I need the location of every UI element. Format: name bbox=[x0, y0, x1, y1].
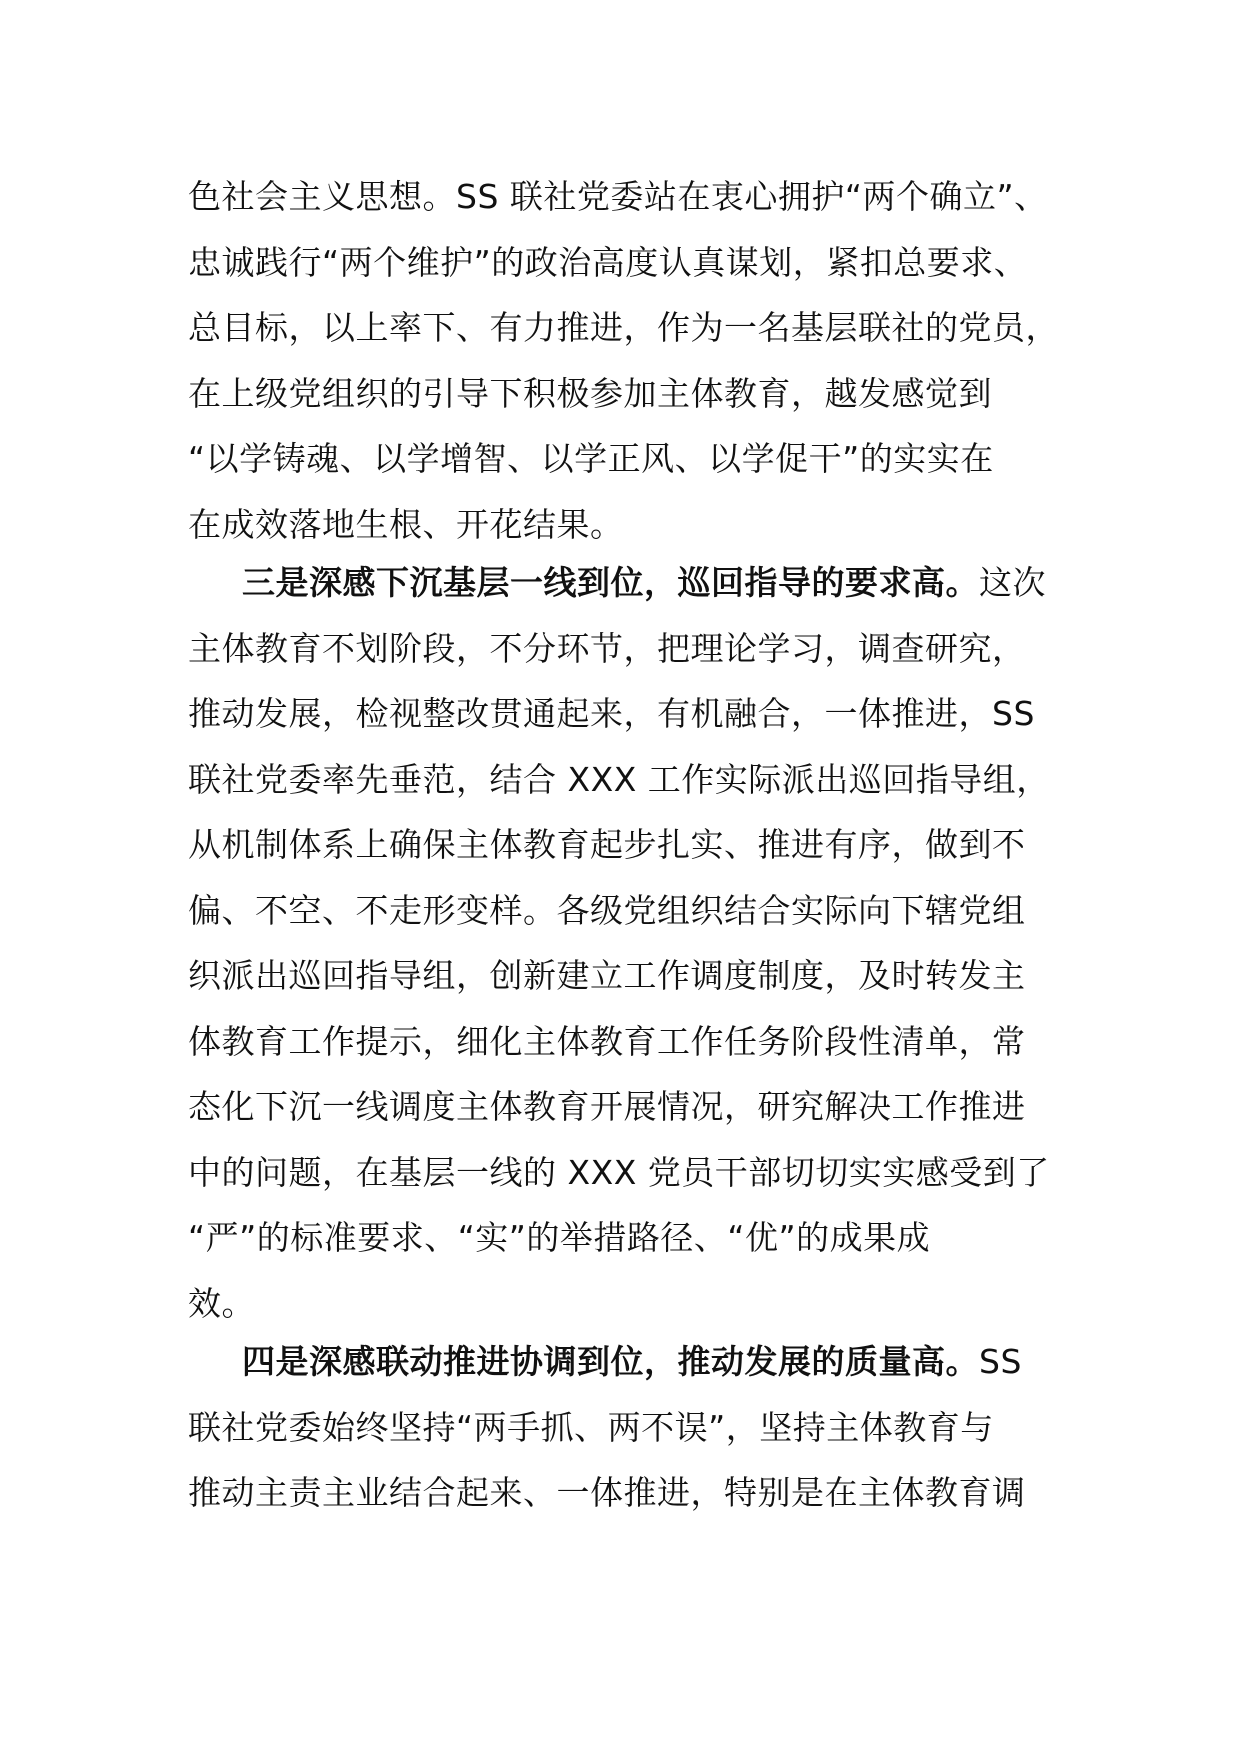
text-line: 主体教育不划阶段，不分环节，把理论学习，调查研究， bbox=[188, 628, 1026, 668]
paragraph-2-first-line bbox=[188, 550, 1056, 616]
paragraph-3-first-line-rest: SS bbox=[979, 1342, 1022, 1381]
text-line: 推动发展，检视整改贯通起来，有机融合，一体推进，SS bbox=[188, 694, 1035, 733]
text-line: 推动主责主业结合起来、一体推进，特别是在主体教育调 bbox=[188, 1473, 1026, 1512]
paragraph-3-first-line bbox=[188, 1329, 1056, 1395]
text-line: 联社党委率先垂范，结合 XXX 工作实际派出巡回指导组， bbox=[188, 759, 1050, 799]
text-line: “以学铸魂、以学增智、以学正风、以学促干”的实实在 bbox=[188, 439, 994, 478]
text-line: 联社党委始终坚持“两手抓、两不误”，坚持主体教育与 bbox=[188, 1407, 994, 1447]
text-line: “严”的标准要求、“实”的举措路径、“优”的成果成 bbox=[188, 1218, 931, 1257]
text-line: 从机制体系上确保主体教育起步扎实、推进有序，做到不 bbox=[188, 825, 1026, 864]
paragraph-1 bbox=[188, 164, 1059, 557]
text-line: 态化下沉一线调度主体教育开展情况，研究解决工作推进 bbox=[188, 1087, 1026, 1126]
text-line: 忠诚践行“两个维护”的政治高度认真谋划，紧扣总要求、 bbox=[188, 242, 1028, 282]
paragraph-2-first-line-rest: 这次 bbox=[979, 563, 1046, 602]
document-body bbox=[188, 164, 1059, 1526]
paragraph-2 bbox=[188, 550, 1056, 1336]
text-line: 在上级党组织的引导下积极参加主体教育，越发感觉到 bbox=[188, 373, 992, 413]
paragraph-2-heading: 三是深感下沉基层一线到位，巡回指导的要求高。 bbox=[242, 563, 979, 602]
text-line: 效。 bbox=[188, 1283, 255, 1323]
text-line: 色社会主义思想。SS 联社党委站在衷心拥护“两个确立”、 bbox=[188, 177, 1048, 216]
text-line: 中的问题，在基层一线的 XXX 党员干部切切实实感受到了 bbox=[188, 1152, 1050, 1192]
text-line: 在成效落地生根、开花结果。 bbox=[188, 504, 624, 544]
paragraph-3 bbox=[188, 1329, 1056, 1526]
text-line: 体教育工作提示，细化主体教育工作任务阶段性清单，常 bbox=[188, 1021, 1026, 1061]
paragraph-3-heading: 四是深感联动推进协调到位，推动发展的质量高。 bbox=[242, 1342, 979, 1381]
text-line: 偏、不空、不走形变样。各级党组织结合实际向下辖党组 bbox=[188, 890, 1026, 930]
text-line: 总目标，以上率下、有力推进，作为一名基层联社的党员， bbox=[188, 308, 1059, 347]
text-line: 织派出巡回指导组，创新建立工作调度制度，及时转发主 bbox=[188, 956, 1026, 995]
